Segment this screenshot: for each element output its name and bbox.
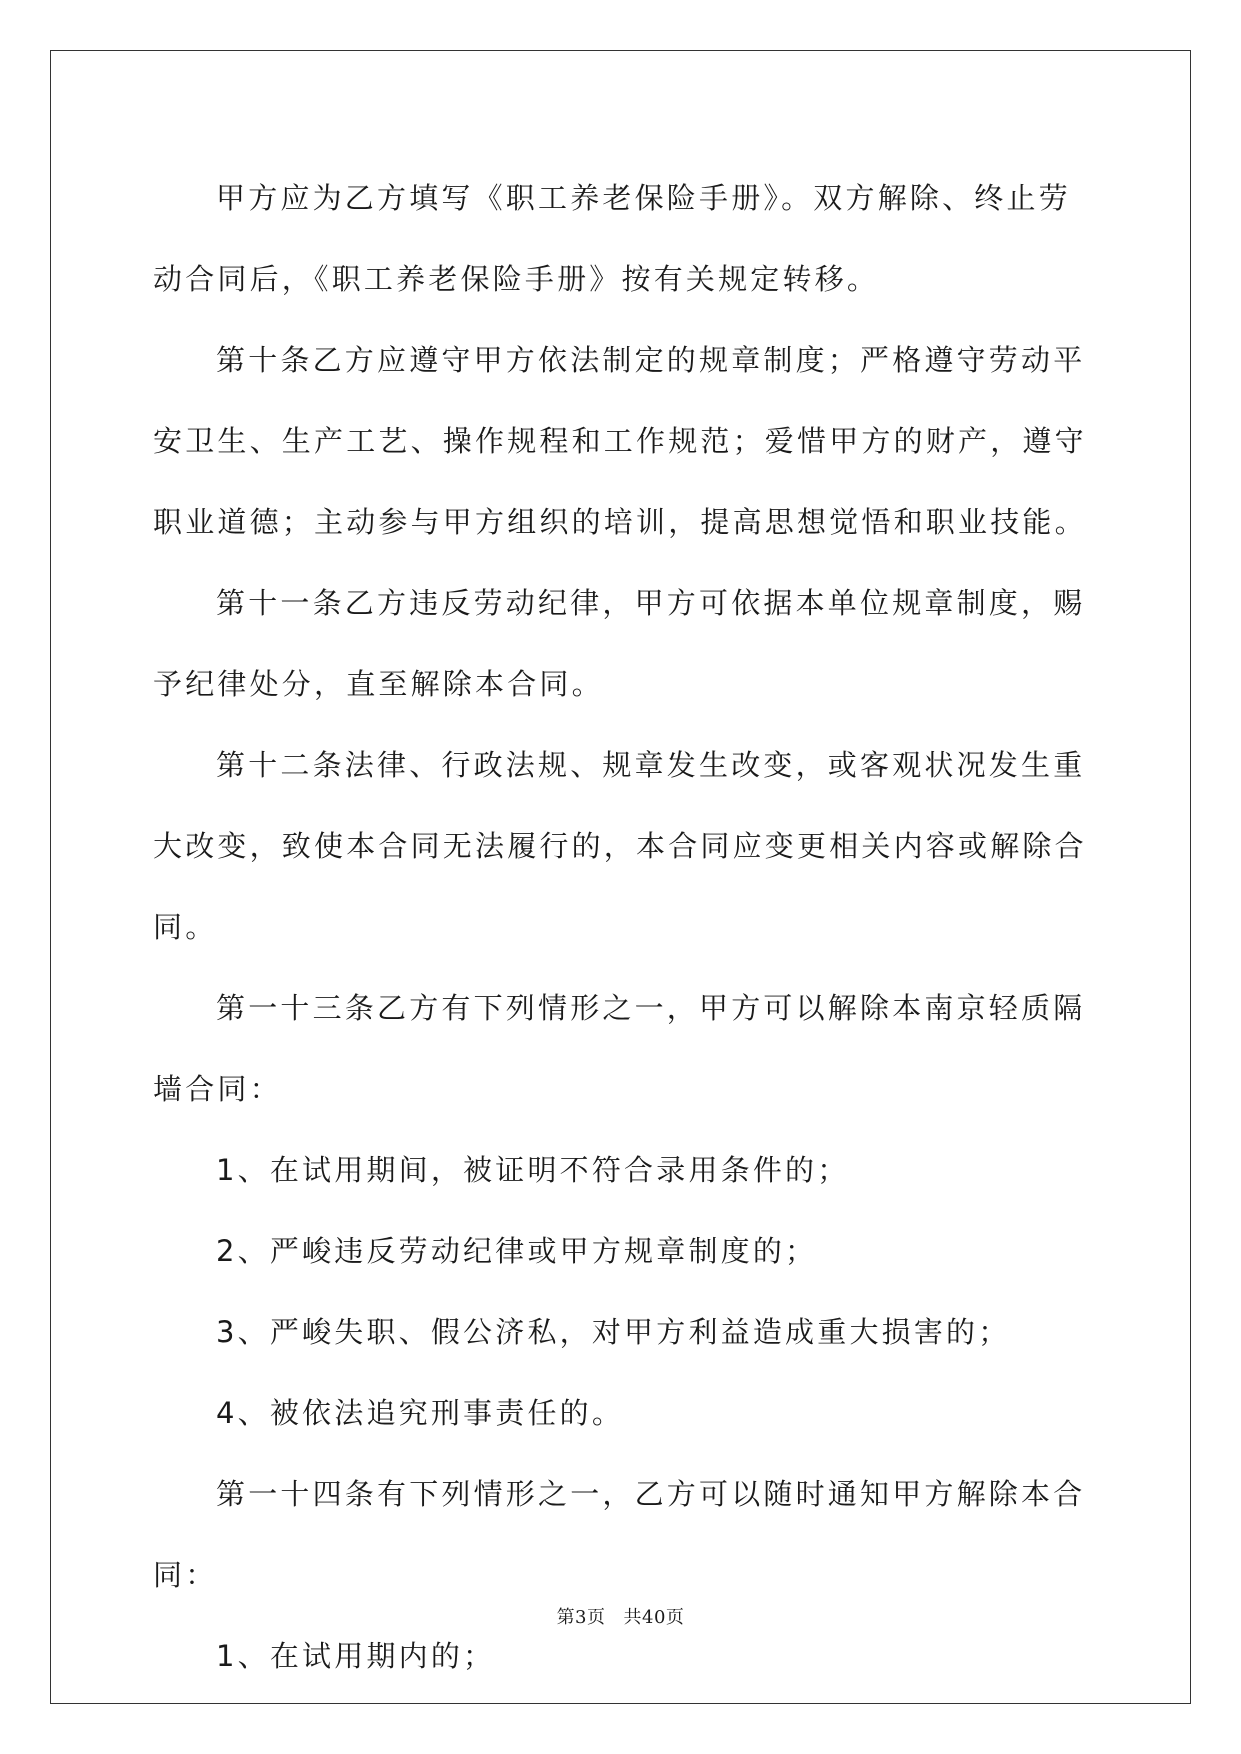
- page-number: 第3页: [556, 1607, 606, 1628]
- page-footer: [0, 1603, 1241, 1629]
- list-item: 4、被依法追究刑事责任的。: [216, 1396, 625, 1430]
- list-item: 1、在试用期间，被证明不符合录用条件的；: [216, 1153, 850, 1187]
- document-body: [153, 158, 1087, 1697]
- list-item: 1、在试用期内的；: [216, 1639, 496, 1673]
- paragraph: 甲方应为乙方填写《职工养老保险手册》。双方解除、终止劳动合同后，《职工养老保险手册》按有关规定转移。: [153, 181, 1071, 296]
- paragraph: 第十一条乙方违反劳动纪律，甲方可依据本单位规章制度，赐予纪律处分，直至解除本合同。: [153, 586, 1086, 701]
- paragraph: 第十条乙方应遵守甲方依法制定的规章制度；严格遵守劳动平安卫生、生产工艺、操作规程和工作规范；爱惜甲方的财产，遵守职业道德；主动参与甲方组织的培训，提高思想觉悟和职业技能。: [153, 343, 1087, 539]
- page-total: 共40页: [623, 1607, 685, 1628]
- paragraph: 第一十三条乙方有下列情形之一，甲方可以解除本南京轻质隔墙合同：: [153, 991, 1086, 1106]
- paragraph: 第十二条法律、行政法规、规章发生改变，或客观状况发生重大改变，致使本合同无法履行的，本合同应变更相关内容或解除合同。: [153, 748, 1087, 944]
- paragraph: 第一十四条有下列情形之一，乙方可以随时通知甲方解除本合同：: [153, 1477, 1086, 1592]
- list-item: 3、严峻失职、假公济私，对甲方利益造成重大损害的；: [216, 1315, 1011, 1349]
- list-item: 2、严峻违反劳动纪律或甲方规章制度的；: [216, 1234, 818, 1268]
